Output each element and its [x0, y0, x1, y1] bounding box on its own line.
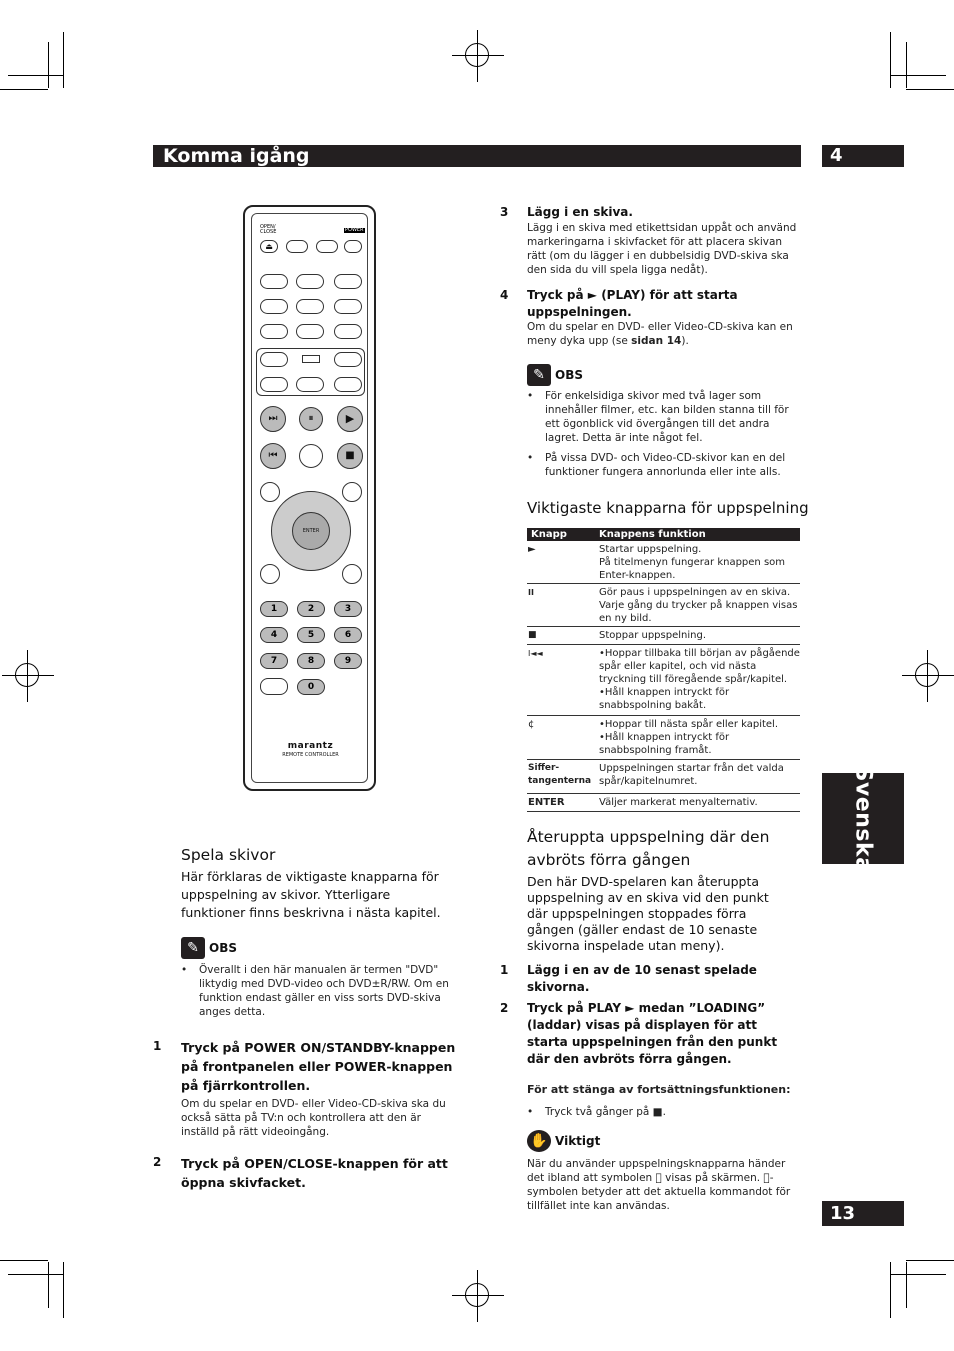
step-title: Lägg i en av de 10 senast spelade skivorna. — [527, 963, 757, 994]
remote-button[interactable] — [316, 240, 338, 253]
crop-mark — [906, 42, 907, 88]
page-number: 13 — [822, 1201, 904, 1226]
digit-button-3[interactable]: 3 — [334, 601, 362, 617]
remote-button[interactable] — [260, 299, 288, 314]
brand-logo: marantz — [287, 741, 334, 751]
table-row: ¢ •Hoppar till nästa spår eller kapitel. •Håll knappen intryckt för snabbspolning framåt. — [527, 716, 800, 760]
remote-button[interactable] — [260, 274, 288, 289]
digit-button-1[interactable]: 1 — [260, 601, 288, 617]
table-row: ENTER Väljer markerat menyalternativ. — [527, 794, 800, 812]
remote-button[interactable] — [260, 482, 280, 502]
eject-button[interactable]: ⏏ — [260, 240, 278, 253]
language-tab: Svenska — [822, 773, 904, 864]
registration-mark — [465, 43, 489, 67]
remote-button[interactable] — [296, 274, 324, 289]
play-button[interactable]: ▶ — [337, 406, 363, 432]
remote-button[interactable] — [342, 482, 362, 502]
table-row: II Gör paus i uppspelningen av en skiva. Varje gång du trycker på knappen visas en ny bild. — [527, 584, 800, 627]
step-body: Om du spelar en DVD- eller Video-CD-skiva kan en meny dyka upp (se sidan 14). — [527, 321, 793, 347]
digit-button-2[interactable]: 2 — [297, 601, 325, 617]
remote-caption: REMOTE CONTROLLER — [282, 752, 339, 758]
step-number: 1 — [500, 963, 509, 977]
remote-control-illustration — [243, 205, 376, 791]
crop-mark — [63, 32, 64, 88]
open-close-label: OPEN/ CLOSE — [260, 224, 277, 235]
crop-mark — [0, 1260, 48, 1261]
remote-body — [251, 213, 368, 783]
remote-button[interactable] — [342, 564, 362, 584]
remote-button[interactable] — [334, 299, 362, 314]
step-number: 3 — [500, 205, 509, 219]
crop-mark — [48, 42, 49, 88]
remote-button[interactable] — [302, 355, 320, 363]
digit-button-7[interactable]: 7 — [260, 653, 288, 669]
step-body: Om du spelar en DVD- eller Video-CD-skiva ska du också sätta på TV:n och kontrollera att den är inställd på rätt videoingång. — [181, 1098, 446, 1138]
crop-mark — [906, 1260, 954, 1261]
table-row: ► Startar uppspelning. På titelmenyn fungerar knappen som Enter-knappen. — [527, 541, 800, 584]
digit-button-6[interactable]: 6 — [334, 627, 362, 643]
chapter-number: 4 — [822, 145, 904, 167]
table-row: Siffer- tangenterna Uppspelningen startar från det valda spår/kapitelnumret. — [527, 760, 800, 794]
digit-button-9[interactable]: 9 — [334, 653, 362, 669]
skip-forward-button[interactable]: ⏭ — [260, 406, 286, 432]
digit-button-0[interactable]: 0 — [297, 679, 325, 695]
stop-button[interactable]: ■ — [337, 443, 363, 469]
play-icon: ► — [587, 288, 597, 302]
digit-button-8[interactable]: 8 — [297, 653, 325, 669]
step-number: 2 — [500, 1001, 509, 1015]
pause-button[interactable]: ⏸ — [299, 407, 323, 431]
remote-button[interactable] — [334, 352, 362, 367]
hand-warning-icon: ✋ — [527, 1130, 551, 1152]
obs-note-right: ✎ OBS — [527, 364, 583, 386]
crop-mark — [890, 1262, 891, 1318]
crop-mark — [890, 32, 891, 88]
step-title: Tryck på PLAY ► medan ”LOADING” (laddar) visas på displayen för att starta uppspelningen från den punkt där den avbröts förra gången. — [527, 1001, 778, 1066]
important-body: När du använder uppspelningsknapparna händer det ibland att symbolen ⃠ visas på skärmen. ⃠-symbolen betyder att det aktuella kommandot för tillfället inte kan användas. — [527, 1158, 791, 1212]
table-row: I◄◄ •Hoppar tillbaka till början av pågående spår eller kapitel, och vid nästa tryckning till föregående spår/kapitel. •Håll knappen intryckt för snabbspolning bakåt. — [527, 645, 800, 716]
crop-mark — [890, 75, 946, 76]
crop-mark — [890, 1274, 946, 1275]
table-row: ■ Stoppar uppspelning. — [527, 627, 800, 645]
step-number: 2 — [153, 1155, 162, 1169]
power-label: POWER — [345, 227, 364, 233]
step-title: Tryck på POWER ON/STANDBY-knappen på frontpanelen eller POWER-knappen på fjärrkontrollen. — [181, 1040, 456, 1093]
remote-button[interactable] — [260, 564, 280, 584]
skip-back-button[interactable]: ⏮ — [260, 443, 286, 469]
crop-mark — [63, 1262, 64, 1318]
section-title: Komma igång — [153, 145, 801, 167]
registration-mark — [15, 663, 39, 687]
registration-mark — [915, 663, 939, 687]
pencil-icon: ✎ — [527, 364, 551, 386]
crop-mark — [48, 1262, 49, 1308]
step-number: 1 — [153, 1039, 162, 1053]
important-note: ✋ Viktigt — [527, 1130, 600, 1152]
remote-button[interactable] — [260, 678, 288, 695]
registration-mark — [465, 1283, 489, 1307]
table-header: Knapp Knappens funktion — [527, 528, 800, 541]
pencil-icon: ✎ — [181, 937, 205, 959]
remote-button[interactable] — [299, 444, 323, 468]
remote-button[interactable] — [296, 299, 324, 314]
crop-mark — [906, 89, 954, 90]
crop-mark — [8, 1274, 64, 1275]
obs-note-left: ✎ OBS — [181, 937, 237, 959]
remote-button[interactable] — [260, 377, 288, 392]
section-heading-table: Viktigaste knapparna för uppspelning — [527, 499, 809, 517]
remote-button[interactable] — [334, 274, 362, 289]
remote-button[interactable] — [260, 352, 288, 367]
power-button[interactable] — [344, 240, 362, 253]
step-number: 4 — [500, 288, 509, 302]
section-heading-resume: Återuppta uppspelning där den avbröts förra gången — [527, 828, 770, 869]
crop-mark — [0, 89, 48, 90]
remote-button[interactable] — [286, 240, 308, 253]
remote-button[interactable] — [260, 324, 288, 339]
step-body: Lägg i en skiva med etikettsidan uppåt och använd markeringarna i skivfacket för att placera skivan rätt (om du lägger i en dubbelsidig DVD-skiva ska den sida du vill spela ligga nedåt). — [527, 222, 797, 276]
step-title: Tryck på OPEN/CLOSE-knappen för att öppna skivfacket. — [181, 1156, 448, 1190]
enter-button[interactable]: ENTER — [292, 512, 330, 550]
remote-button[interactable] — [334, 377, 362, 392]
crop-mark — [906, 1262, 907, 1308]
remote-button[interactable] — [296, 324, 324, 339]
spela-intro: Här förklaras de viktigaste knapparna för uppspelning av skivor. Ytterligare funktioner finns beskrivna i nästa kapitel. — [181, 869, 441, 920]
section-heading-spela: Spela skivor — [181, 846, 276, 864]
remote-button[interactable] — [334, 324, 362, 339]
digit-button-5[interactable]: 5 — [297, 627, 325, 643]
step-title: Lägg i en skiva. — [527, 205, 633, 219]
step-title: Tryck på ► (PLAY) för att starta uppspelningen. — [527, 288, 738, 319]
digit-button-4[interactable]: 4 — [260, 627, 288, 643]
resume-intro: Den här DVD-spelaren kan återuppta uppspelning av en skiva vid den punkt där uppspelningen stoppades förra gången (gäller endast de 10 senaste skivorna inspelade utan meny). — [527, 874, 769, 953]
stop-resume-heading: För att stänga av fortsättningsfunktionen: — [527, 1083, 791, 1096]
crop-mark — [8, 75, 64, 76]
remote-button[interactable] — [296, 377, 324, 392]
